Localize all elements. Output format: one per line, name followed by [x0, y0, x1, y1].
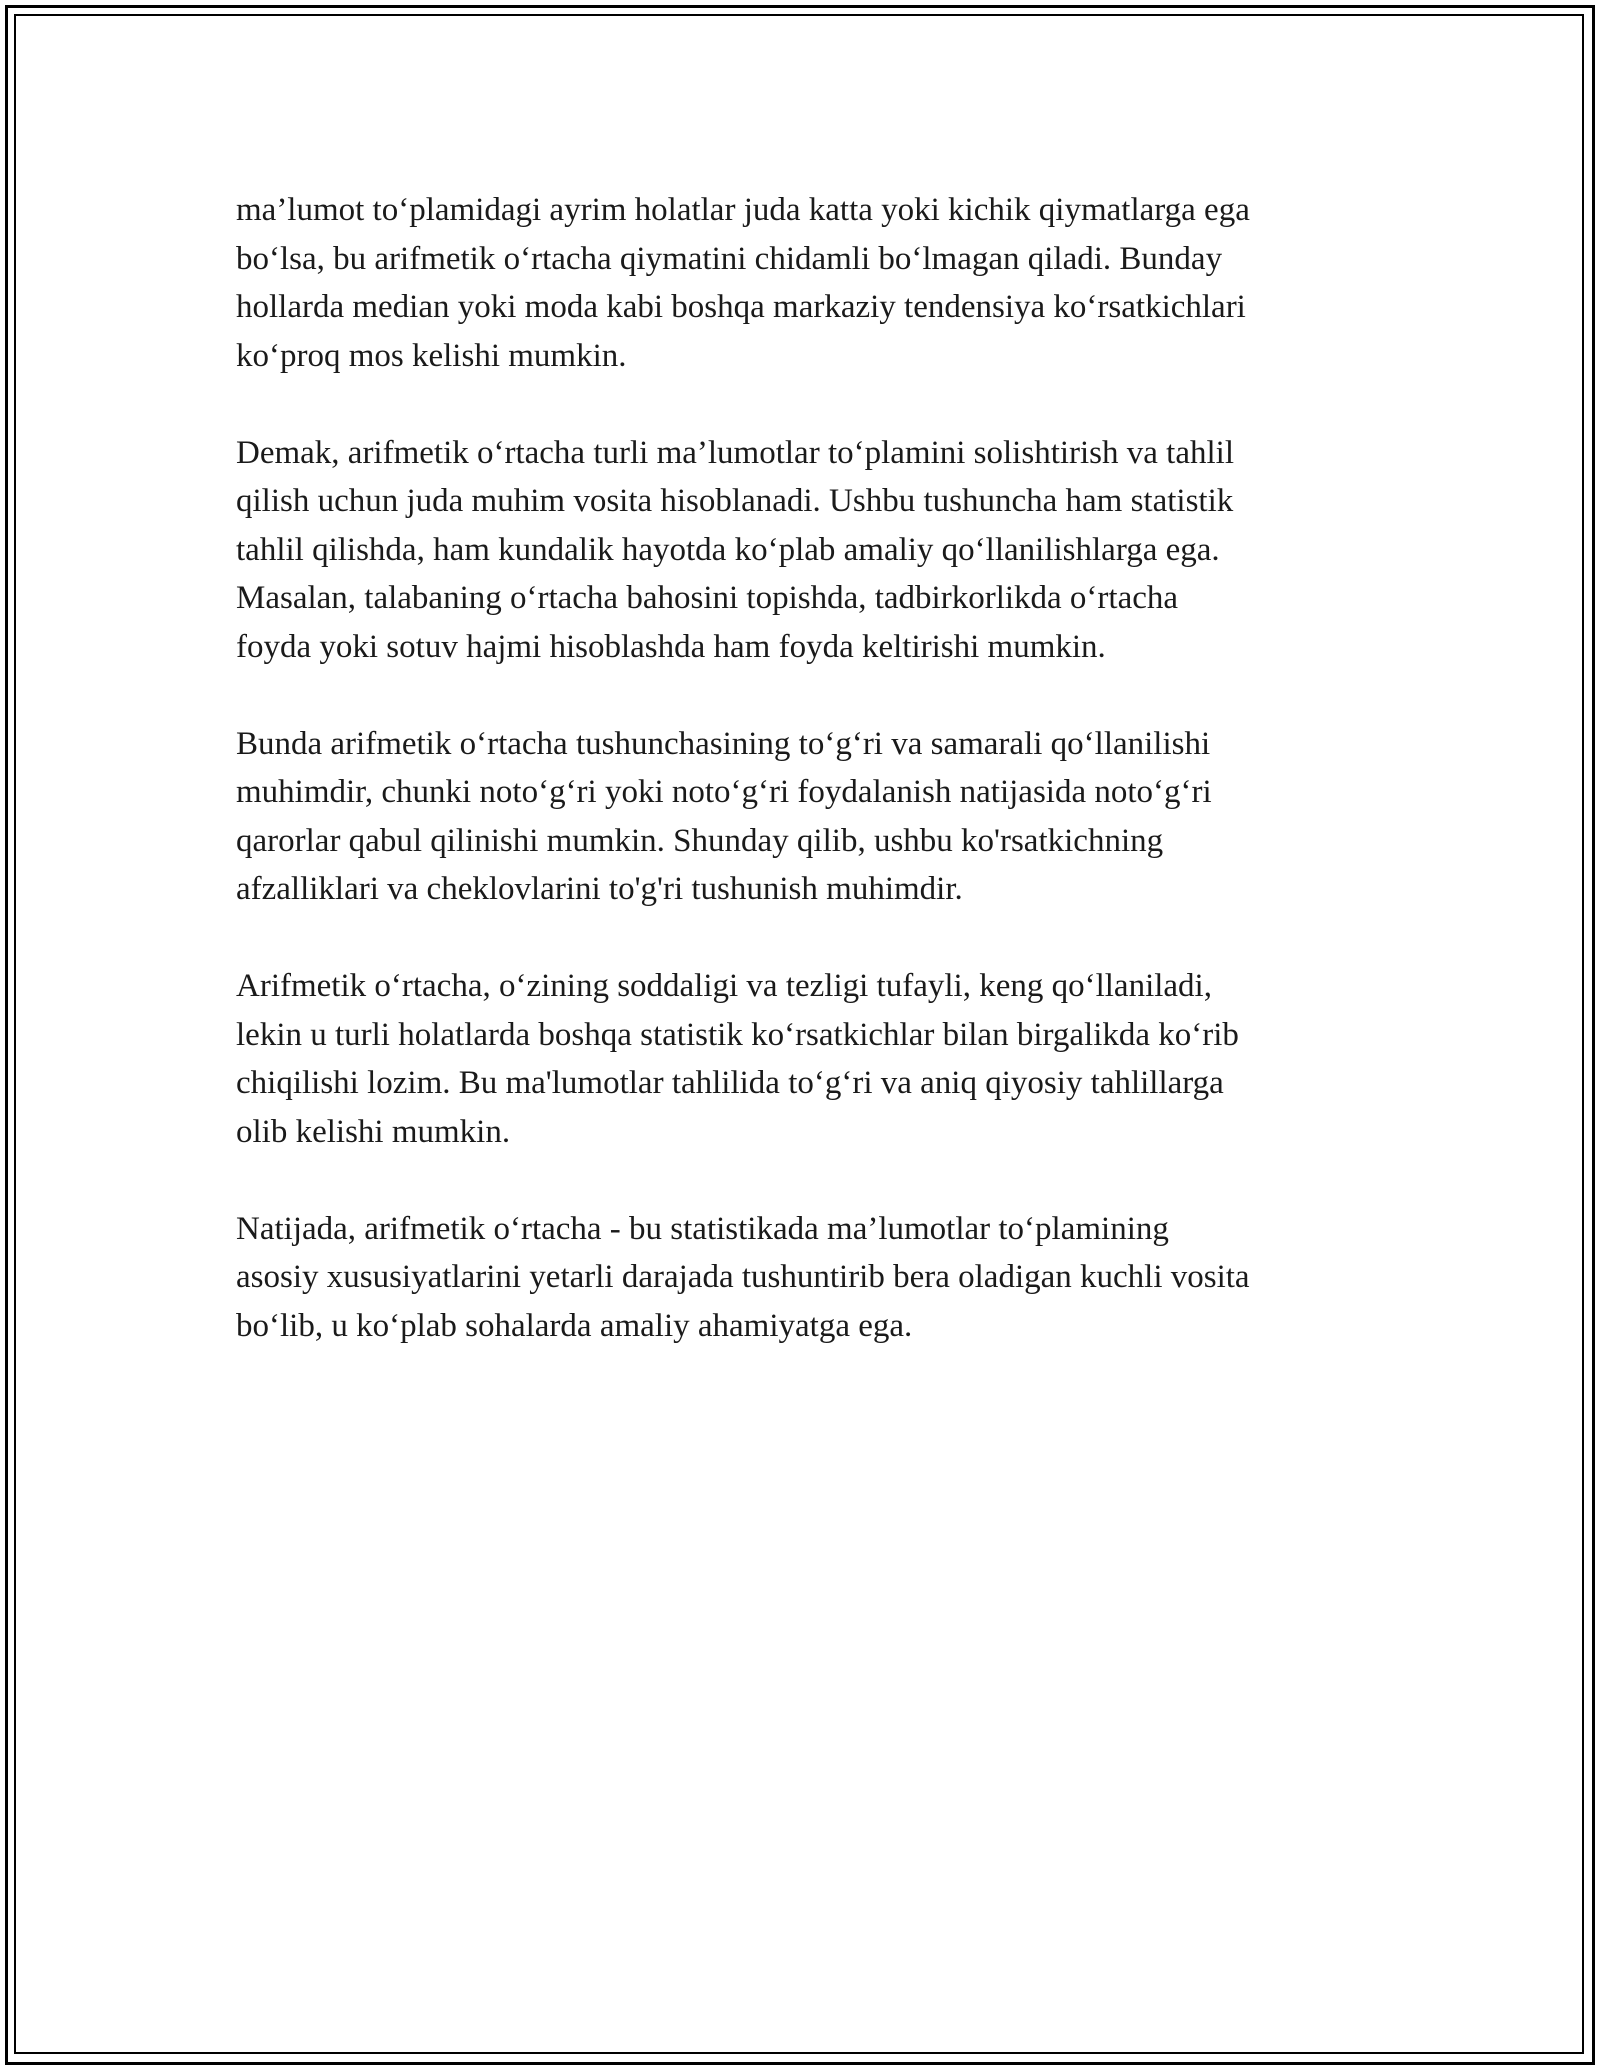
- paragraph-simplicity: Arifmetik o‘rtacha, o‘zining soddaligi va tezligi tufayli, keng qo‘llaniladi, lekin u turli holatlarda boshqa statistik ko‘rsatkichlar bilan birgalikda ko‘rib chiqilishi lozim. Bu ma'lumotlar tahlilida to‘g‘ri va aniq qiyosiy tahlillarga olib kelishi mumkin.: [236, 968, 1239, 1150]
- paragraph-importance: Demak, arifmetik o‘rtacha turli ma’lumotlar to‘plamini solishtirish va tahlil qilish uchun juda muhim vosita hisoblanadi. Ushbu tushuncha ham statistik tahlil qilishda, ham kundalik hayotda ko‘plab amaliy qo‘llanilishlarga ega. Masalan, talabaning o‘rtacha bahosini topishda, tadbirkorlikda o‘rtacha foyda yoki sotuv hajmi hisoblashda ham foyda keltirishi mumkin.: [236, 434, 1234, 665]
- document-body: [236, 186, 1376, 1399]
- paragraph-outliers: ma’lumot to‘plamidagi ayrim holatlar juda katta yoki kichik qiymatlarga ega bo‘lsa, bu arifmetik o‘rtacha qiymatini chidamli bo‘lmagan qiladi. Bunday hollarda median yoki moda kabi boshqa markaziy tendensiya ko‘rsatkichlari ko‘proq mos kelishi mumkin.: [236, 192, 1250, 374]
- paragraph-conclusion: Natijada, arifmetik o‘rtacha - bu statistikada ma’lumotlar to‘plamining asosiy xususiyatlarini yetarli darajada tushuntirib bera oladigan kuchli vosita bo‘lib, u ko‘plab sohalarda amaliy ahamiyatga ega.: [236, 1210, 1250, 1344]
- paragraph-correct-usage: Bunda arifmetik o‘rtacha tushunchasining to‘g‘ri va samarali qo‘llanilishi muhimdir, chunki noto‘g‘ri yoki noto‘g‘ri foydalanish natijasida noto‘g‘ri qarorlar qabul qilinishi mumkin. Shunday qilib, ushbu ko'rsatkichning afzalliklari va cheklovlarini to'g'ri tushunish muhimdir.: [236, 725, 1212, 907]
